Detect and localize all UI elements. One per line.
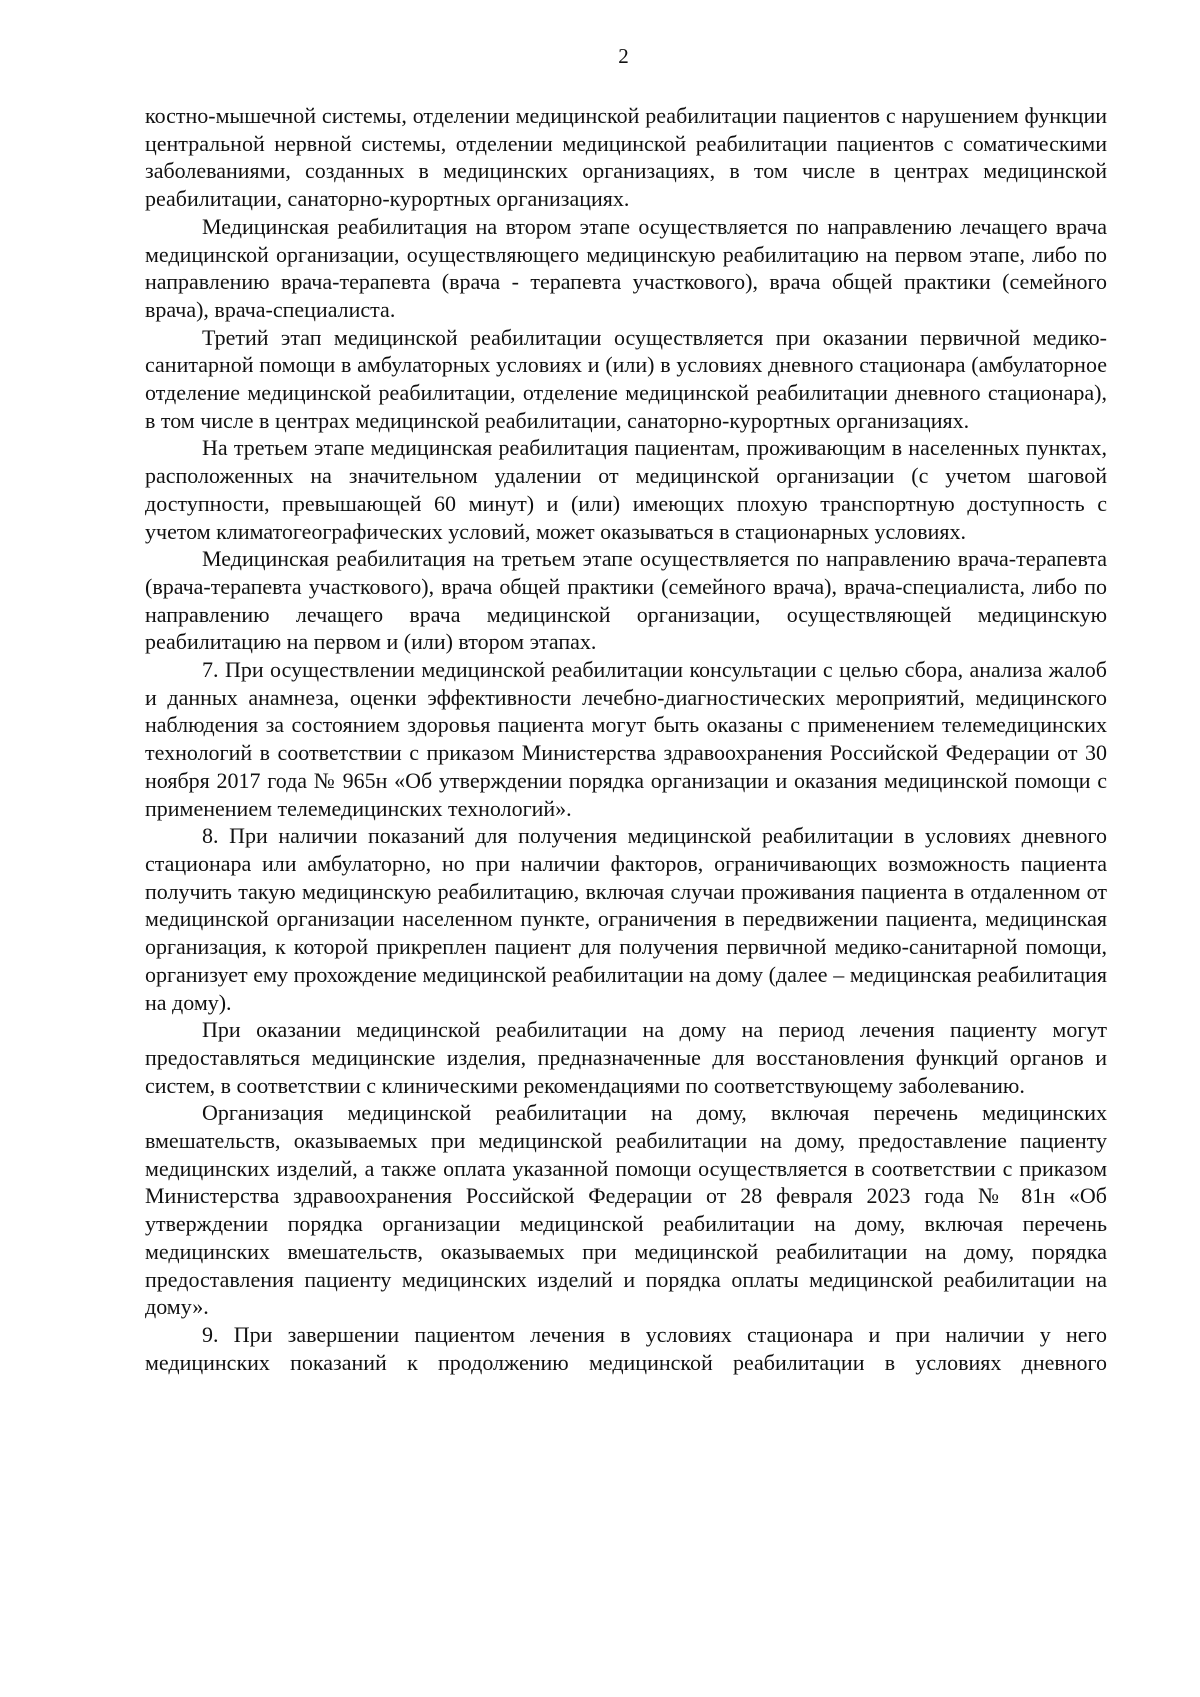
page-number: 2 — [618, 44, 629, 68]
paragraph-item-7: 7. При осуществлении медицинской реабилитации консультации с целью сбора, анализа жалоб и данных анамнеза, оценки эффективности лечебно-диагностических мероприятий, медицинского наблюдения за состоянием здоровья пациента могут быть оказаны с применением телемедицинских технологий в соответствии с приказом Министерства здравоохранения Российской Федерации от 30 ноября 2017 года № 965н «Об утверждении порядка организации и оказания медицинской помощи с применением телемедицинских технологий». — [145, 657, 1107, 821]
paragraph-third-stage-remote: На третьем этапе медицинская реабилитация пациентам, проживающим в населенных пунктах, расположенных на значительном удалении от медицинской организации (с учетом шаговой доступности, превышающей 60 минут) и (или) имеющих плохую транспортную доступность с учетом климатогеографических условий, может оказываться в стационарных условиях. — [145, 435, 1107, 544]
paragraph-continuation: костно-мышечной системы, отделении медицинской реабилитации пациентов с нарушением функции центральной нервной системы, отделении медицинской реабилитации пациентов с соматическими заболеваниями, созданных в медицинских организациях, в том числе в центрах медицинской реабилитации, санаторно-курортных организациях. — [145, 103, 1107, 212]
paragraph-item-9: 9. При завершении пациентом лечения в условиях стационара и при наличии у него медицинских показаний к продолжению медицинской реабилитации в условиях дневного — [145, 1321, 1107, 1375]
paragraph-third-stage-referral: Медицинская реабилитация на третьем этапе осуществляется по направлению врача-терапевта (врача-терапевта участкового), врача общей практики (семейного врача), врача-специалиста, либо по направлению лечащего врача медицинской организации, осуществляющей медицинскую реабилитацию на первом и (или) втором этапах. — [145, 546, 1107, 655]
paragraph-third-stage: Третий этап медицинской реабилитации осуществляется при оказании первичной медико-санитарной помощи в амбулаторных условиях и (или) в условиях дневного стационара (амбулаторное отделение медицинской реабилитации, отделение медицинской реабилитации дневного стационара), в том числе в центрах медицинской реабилитации, санаторно-курортных организациях. — [145, 324, 1107, 433]
document-body — [145, 102, 1107, 1376]
paragraph-item-8: 8. При наличии показаний для получения медицинской реабилитации в условиях дневного стационара или амбулаторно, но при наличии факторов, ограничивающих возможность пациента получить такую медицинскую реабилитацию, включая случаи проживания пациента в отдаленном от медицинской организации населенном пункте, ограничения в передвижении пациента, медицинская организация, к которой прикреплен пациент для получения первичной медико-санитарной помощи, организует ему прохождение медицинской реабилитации на дому (далее – медицинская реабилитация на дому). — [145, 823, 1107, 1015]
paragraph-second-stage-referral: Медицинская реабилитация на втором этапе осуществляется по направлению лечащего врача медицинской организации, осуществляющего медицинскую реабилитацию на первом этапе, либо по направлению врача-терапевта (врача - терапевта участкового), врача общей практики (семейного врача), врача-специалиста. — [145, 213, 1107, 322]
paragraph-home-organization: Организация медицинской реабилитации на дому, включая перечень медицинских вмешательств, оказываемых при медицинской реабилитации на дому, предоставление пациенту медицинских изделий, а также оплата указанной помощи осуществляется в соответствии с приказом Министерства здравоохранения Российской Федерации от 28 февраля 2023 года № 81н «Об утверждении порядка организации медицинской реабилитации на дому, включая перечень медицинских вмешательств, оказываемых при медицинской реабилитации на дому, порядка предоставления пациенту медицинских изделий и порядка оплаты медицинской реабилитации на дому». — [145, 1100, 1107, 1320]
paragraph-home-devices: При оказании медицинской реабилитации на дому на период лечения пациенту могут предоставляться медицинские изделия, предназначенные для восстановления функций органов и систем, в соответствии с клиническими рекомендациями по соответствующему заболеванию. — [145, 1017, 1107, 1098]
